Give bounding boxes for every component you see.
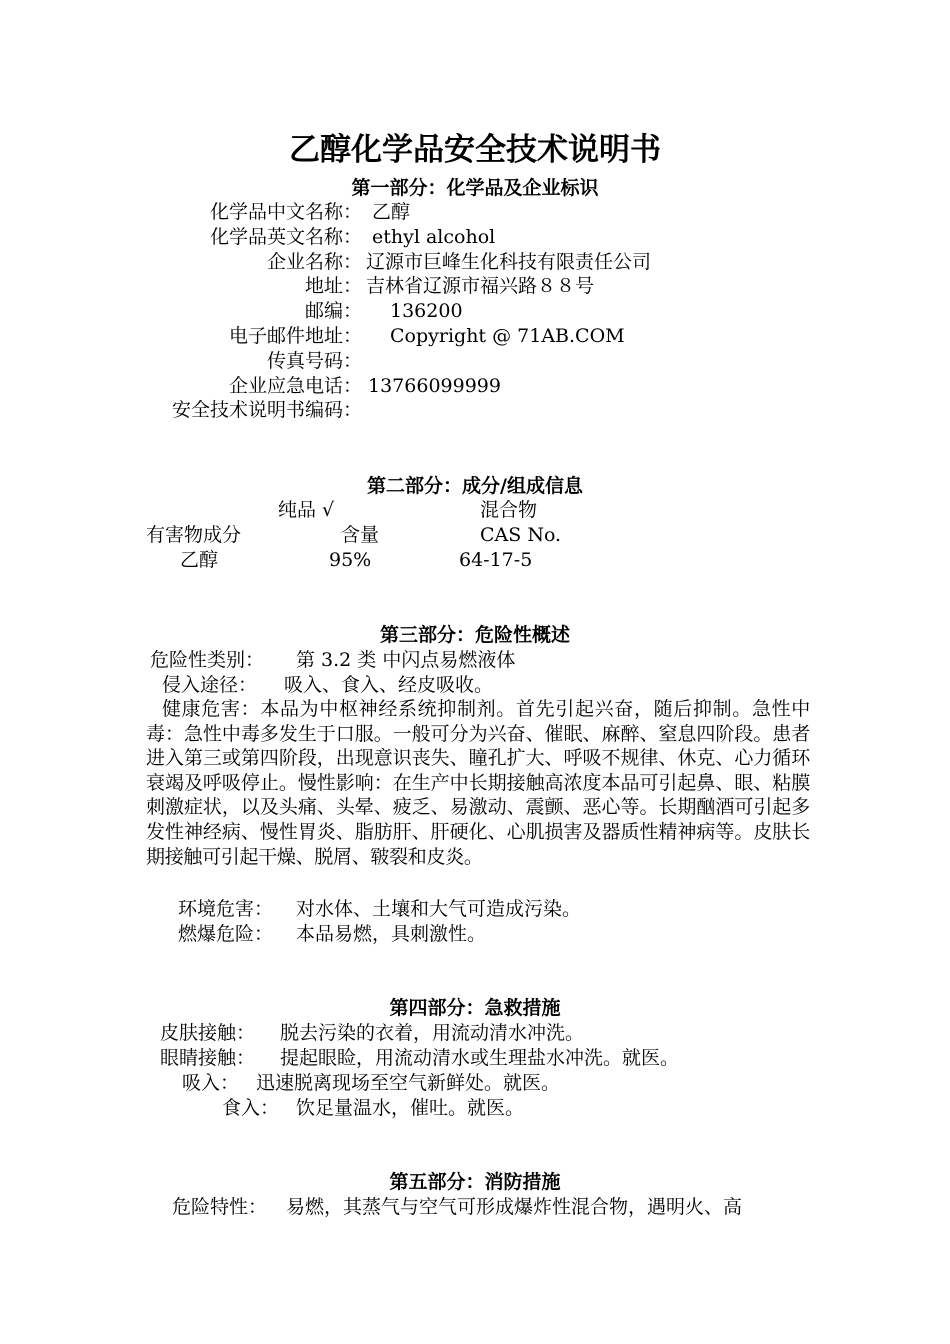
emergency-phone-value: 13766099999 — [368, 375, 501, 397]
part2-heading: 第二部分：成分/组成信息 — [367, 475, 583, 497]
environment-hazard-label: 环境危害： — [178, 898, 274, 920]
hazard-class-label: 危险性类别： — [150, 649, 265, 671]
skin-contact-label: 皮肤接触： — [160, 1022, 256, 1044]
company-value: 辽源市巨峰生化科技有限责任公司 — [366, 251, 652, 273]
email-value: Copyright @ 71AB.COM — [390, 325, 625, 347]
fax-label: 传真号码： — [266, 350, 362, 372]
table-header-component: 有害物成分 — [146, 524, 242, 546]
health-hazard-paragraph: 健康危害：本品为中枢神经系统抑制剂。首先引起兴奋，随后抑制。急性中毒：急性中毒多发生于口服。一般可分为兴奋、催眠、麻醉、窒息四阶段。患者进入第三或第四阶段，出现意识丧失、瞳孔扩大、呼吸不规律、休克、心力循环衰竭及呼吸停止。慢性影响：在生产中长期接触高浓度本品可引起鼻、眼、粘膜刺激症状，以及头痛、头晕、疲乏、易激动、震颤、恶心等。长期酗酒可引起多发性神经病、慢性胃炎、脂肪肝、肝硬化、心肌损害及器质性精神病等。皮肤长期接触可引起干燥、脱屑、皲裂和皮炎。 — [146, 698, 810, 868]
hazard-feature-label: 危险特性： — [172, 1196, 268, 1218]
table-cell-content: 95% — [329, 549, 372, 571]
mixture-label: 混合物 — [480, 499, 538, 521]
table-header-content: 含量 — [341, 524, 380, 546]
company-label: 企业名称： — [266, 251, 362, 273]
table-header-cas: CAS No. — [480, 524, 562, 546]
inhalation-label: 吸入： — [182, 1072, 240, 1094]
route-value: 吸入、食入、经皮吸收。 — [284, 674, 494, 696]
fire-hazard-label: 燃爆危险： — [178, 923, 274, 945]
cn-name-value: 乙醇 — [372, 201, 411, 223]
route-label: 侵入途径： — [162, 674, 258, 696]
cn-name-label: 化学品中文名称： — [209, 201, 362, 223]
skin-contact-value: 脱去污染的衣着，用流动清水冲洗。 — [280, 1022, 585, 1044]
part4-heading: 第四部分：急救措施 — [389, 997, 561, 1019]
part5-heading: 第五部分：消防措施 — [389, 1171, 561, 1193]
fire-hazard-value: 本品易燃，具刺激性。 — [296, 923, 487, 945]
pure-substance-label: 纯品 √ — [278, 499, 335, 521]
document-title: 乙醇化学品安全技术说明书 — [289, 132, 661, 168]
postcode-label: 邮编： — [304, 300, 362, 322]
table-cell-component: 乙醇 — [180, 549, 219, 571]
ingestion-label: 食入： — [222, 1097, 280, 1119]
en-name-value: ethyl alcohol — [372, 226, 496, 248]
ingestion-value: 饮足量温水，催吐。就医。 — [296, 1097, 525, 1119]
table-cell-cas: 64-17-5 — [459, 549, 533, 571]
msds-code-label: 安全技术说明书编码： — [171, 399, 362, 421]
part3-heading: 第三部分：危险性概述 — [379, 624, 570, 646]
address-value: 吉林省辽源市福兴路８８号 — [366, 275, 595, 297]
postcode-value: 136200 — [390, 300, 463, 322]
eye-contact-label: 眼睛接触： — [160, 1047, 256, 1069]
address-label: 地址： — [304, 275, 362, 297]
en-name-label: 化学品英文名称： — [209, 226, 362, 248]
inhalation-value: 迅速脱离现场至空气新鲜处。就医。 — [256, 1072, 561, 1094]
email-label: 电子邮件地址： — [228, 325, 362, 347]
part1-heading: 第一部分：化学品及企业标识 — [351, 177, 599, 199]
environment-hazard-value: 对水体、土壤和大气可造成污染。 — [296, 898, 582, 920]
eye-contact-value: 提起眼睑，用流动清水或生理盐水冲洗。就医。 — [280, 1047, 680, 1069]
hazard-class-value: 第 3.2 类 中闪点易燃液体 — [296, 649, 516, 671]
emergency-phone-label: 企业应急电话： — [228, 375, 362, 397]
hazard-feature-value: 易燃，其蒸气与空气可形成爆炸性混合物，遇明火、高 — [286, 1196, 743, 1218]
